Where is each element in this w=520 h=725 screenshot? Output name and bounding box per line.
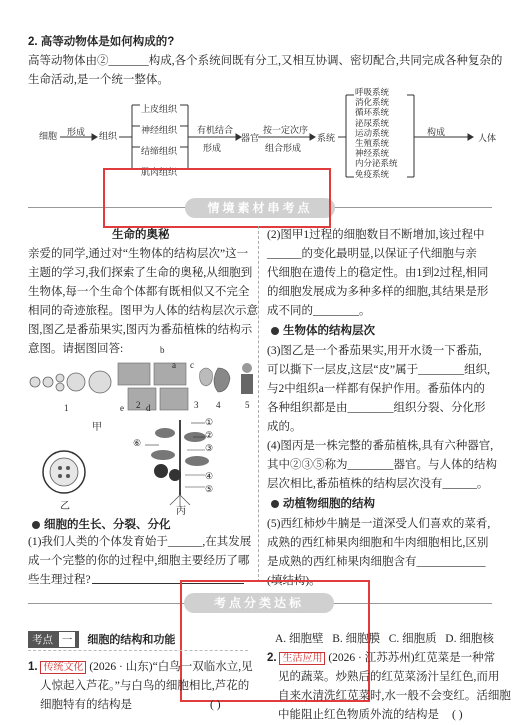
q1-line2: 成一个完整的你的过程中,细胞主要经历了哪 [28,555,250,567]
figure-bing-marks-lower [205,470,213,496]
q2-2-line: ______的变化最明显,以保证子代细胞与亲 [267,248,477,260]
q4-line: 其中②③⑤称为________器官。与人体的结构 [267,459,497,471]
q4-line: (4)图丙是一株完整的番茄植株,具有六种器官, [267,440,494,452]
flow-constitute: 构成 [427,127,446,137]
b2-line2: 见的蔬菜。炒熟后的红苋菜汤汁呈红色,而用 [278,671,500,683]
figure-bing-marks [205,416,213,455]
sec-cells-heading [267,494,497,515]
b1-line2: 人惊起入芦花。”与白鸟的细胞相比,芦花的 [40,680,250,692]
flow-tissue-item: 神经组织 [141,125,178,135]
option-b[interactable]: B. 细胞膜 [332,633,381,645]
flow-system-item: 免疫系统 [355,168,390,179]
flow-tissue-item: 结缔组织 [141,146,178,156]
flow-combine: 有机结合 [197,125,234,135]
flow-tissue-item: 肌肉组织 [141,167,178,177]
fig-num: 5 [245,400,250,410]
banner1-text: 情境素材串考点 [207,201,313,215]
q3-line: (3)图乙是一个番茄果实,用开水烫一下番茄, [267,345,482,357]
sec-levels-heading [267,321,497,342]
b2-line1 [267,649,495,668]
bullet-icon [32,521,40,529]
kaodian-label-text: 考点 [32,634,53,646]
fig-mark: ② [205,430,214,440]
option-d[interactable]: D. 细胞核 [445,633,494,645]
kaodian-title: 细胞的结构和功能 [87,634,176,646]
flow-system-item: 运动系统 [355,127,390,138]
flow-tissue-item: 上皮组织 [141,104,178,114]
fig-label: a [172,360,176,370]
banner2-text: 考点分类达标 [213,596,304,610]
left-intro-line: 意图。请据图回答: [28,343,124,355]
fig-label: e [120,403,124,413]
flow-combine2: 组合形成 [265,143,302,153]
bullet-icon [271,327,279,335]
kaodian-underline [28,650,248,651]
b1-tag: 传统文化 [40,661,86,674]
left-intro-line: 生物体,每一个生命个体都有既相似又不完全 [28,286,250,298]
b2-line3: 自来水清洗红苋菜时,水一般不会变红。活细胞 [278,690,511,702]
left-intro-line: 亲爱的同学,通过对“生物体的结构层次”这一 [28,248,249,260]
b2-num: 2. [267,652,277,664]
q2-line1: 高等动物体由②_______构成,各个系统间既有分工,又相互协调、密切配合,共同完成各种复杂的 [28,55,503,67]
q1-line3: 些生理过程? [28,574,91,586]
b1-line1 [28,658,253,677]
q3-line: 各种组织都是由________组织分裂、分化形 [267,402,486,414]
flow-system-item: 内分泌系统 [355,158,398,169]
kaodian-header [28,630,175,648]
flow-systems [355,87,398,179]
sec-growth-text: 细胞的生长、分裂、分化 [44,519,171,531]
b1-src: (2026 · 山东) [89,661,153,673]
flow-form2: 形成 [203,143,222,153]
left-intro [28,245,258,359]
flow-system-item: 神经系统 [355,148,390,159]
b1-line3: 细胞特有的结构是 [40,699,132,711]
fig-label: b [160,345,165,355]
q5-line: (填结构)。 [267,575,321,587]
q3-line: 可以撕下一层皮,这层“皮”属于________组织, [267,364,490,376]
fig-mark: ① [205,417,214,427]
flow-system-item: 循环系统 [355,107,390,118]
q5-line: (5)西红柿炒牛腩是一道深受人们喜欢的菜肴, [267,518,491,530]
q2-title: 2. 高等动物体是如何构成的? [28,36,175,48]
right-column [267,226,497,591]
kaodian-num: 一 [59,632,76,647]
flow-organ: 器官 [241,133,260,143]
option-a[interactable]: A. 细胞壁 [275,633,324,645]
kaodian-label [28,631,79,648]
q2-line2: 生命活动,是一个统一整体。 [28,74,169,86]
fig-mark: ⑥ [133,438,142,448]
flow-system-item: 消化系统 [355,97,390,108]
q2-2-line: 的细胞发展成为多种多样的细胞,其结果是形 [267,286,489,298]
b2-line4: 中能阻止红色物质外流的结构是 [278,709,439,721]
flow-cell: 细胞 [39,131,58,141]
fig-num: 1 [64,403,69,413]
left-intro-line: 主题的学习,我们探索了生命的奥秘,从细胞到 [28,267,253,279]
q5-line: 成熟的西红柿果肉细胞和牛肉细胞相比,区别 [267,537,489,549]
q2-2-line: (2)图甲1过程的细胞数目不断增加,该过程中 [267,229,485,241]
flow-system: 系统 [317,133,336,143]
fig-mark: ③ [205,443,214,453]
fig-num: 4 [216,400,221,410]
b2-text1: 红苋菜是一种常 [414,652,496,664]
figure-yi-caption: 乙 [60,501,70,512]
left-intro-line: 图,图乙是番茄果实,图丙为番茄植株的结构示 [28,324,253,336]
figure-jia-caption: 甲 [92,422,102,433]
q2-2-line: 代细胞在遗传上的稳定性。由1到2过程,相同 [267,267,489,279]
fig-label: d [146,403,151,413]
flow-system-item: 生殖系统 [355,138,390,149]
highlight-box-1 [103,168,331,228]
b2-tag: 生活应用 [279,652,325,665]
b2-paren[interactable]: ( ) [452,709,463,721]
fig-mark: ④ [205,471,214,481]
q5-line: 是成熟的西红柿果肉细胞含有____________ [267,556,486,568]
b2-src: (2026 · 江苏苏州) [328,652,415,664]
flow-system-item: 泌尿系统 [355,117,390,128]
b-options [275,630,494,649]
figure-bing-caption: 丙 [176,506,186,517]
column-divider [258,226,259,582]
option-c[interactable]: C. 细胞质 [388,633,437,645]
flow-form1: 形成 [67,127,86,137]
sec-growth-heading [28,516,171,532]
fig-num: 3 [194,400,199,410]
q4-line: 层次相比,番茄植株的结构层次没有______。 [267,478,489,490]
left-title: 生命的奥秘 [112,229,170,241]
q3-line: 与2中组织a一样都有保护作用。番茄体内的 [267,383,485,395]
flow-tissue: 组织 [99,131,118,141]
b1-text1: “白鸟一双临水立,见 [152,661,253,673]
sec-levels-text: 生物体的结构层次 [283,325,375,337]
flow-system-item: 呼吸系统 [355,87,390,97]
q3-line: 成的。 [267,421,302,433]
left-intro-line: 相同的奇迹旅程。图甲为人体的结构层次示意 [28,305,258,317]
q1-line1: (1)我们人类的个体发育始于______,在其发展 [28,536,252,548]
fig-num: 2 [136,400,141,410]
bullet-icon [271,500,279,508]
figure-yi-tomato [40,448,88,496]
b1-num: 1. [28,661,38,673]
b1-paren[interactable]: ( ) [210,699,221,711]
flow-order: 按一定次序 [263,125,309,135]
fig-label: c [190,360,194,370]
q2-2-line: 成不同的________。 [267,305,371,317]
sec-cells-text: 动植物细胞的结构 [283,498,375,510]
fig-mark: ⑤ [205,484,214,494]
flow-body: 人体 [478,133,497,143]
